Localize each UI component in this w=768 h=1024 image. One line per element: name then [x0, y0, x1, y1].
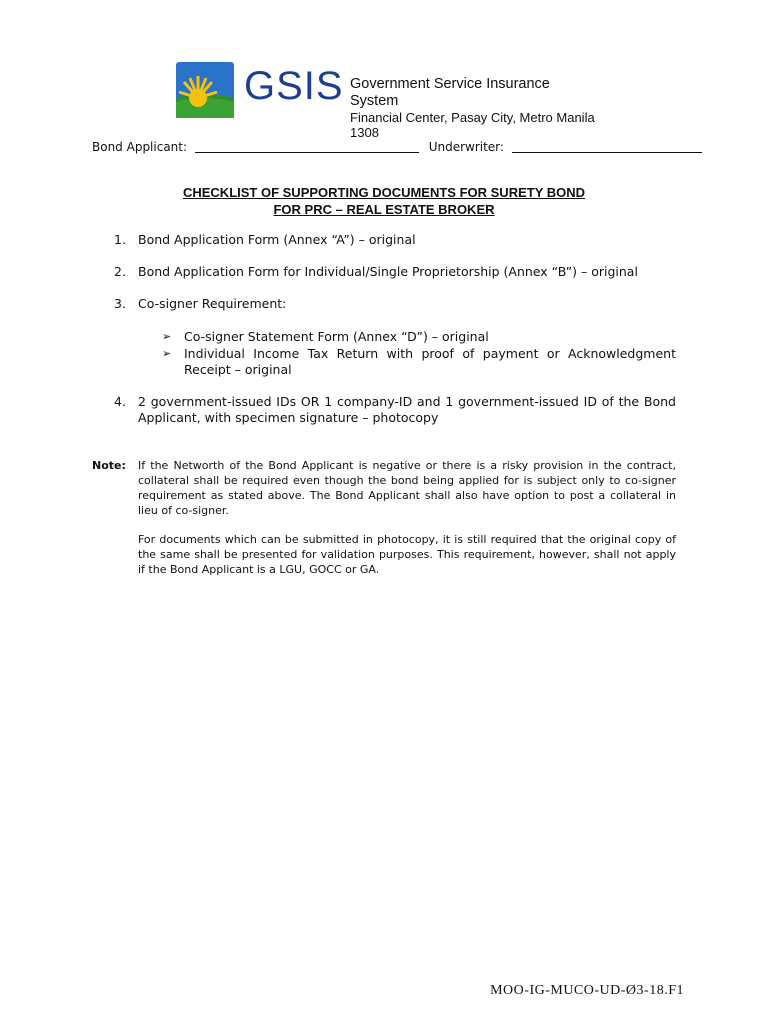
form-code: MOO-IG-MUCO-UD-Ø3-18.F1: [490, 983, 684, 998]
bond-applicant-label: Bond Applicant:: [92, 140, 188, 154]
organization-name: Government Service Insurance System: [350, 76, 550, 109]
underwriter-label: Underwriter:: [428, 140, 504, 154]
document-page: GSIS Government Service Insurance System Financial Center, Pasay City, Metro Manila 1308 Bond Applicant: Underwriter: CHECKLIST OF SUPPORTING DOCUMENTS FOR SURETY BOND FOR PRC – REAL ESTATE BROKER 1. Bond Application Form (Annex “A”) – original 2. Bond Application Form for Individual/Single Proprietorship (Annex “B”) – original 3. Co-signer Requirement: 4. 2 government-issued IDs OR 1 company-ID and 1 government-issued ID of the Bond Applicant, with specimen signature – photocopy ➢ Co-signer Statement Form (Annex “D”) – original ➢ Individual Income Tax Return with proof of payment or Acknowledgment Receipt – original Note: If the Networth of the Bond Applicant is negative or there is a risky provision in the contract, collateral shall be required even though the bond being applied for is subject only to co-signer requirement as stated above. The Bond Applicant shall also have option to post a collateral in lieu of co-signer. For documents which can be submitted in photocopy, it is still required that the original copy of the same shall be presented for validation purposes. This requirement, however, shall not apply if the Bond Applicant is a LGU, GOCC or GA. MOO-IG-MUCO-UD-Ø3-18.F1: [0, 0, 768, 1024]
arrow-bullet-icon: ➢: [162, 330, 172, 343]
applicant-fields: [92, 140, 702, 154]
note-paragraph-2: For documents which can be submitted in photocopy, it is still required that the original copy of the same shall be presented for validation purposes. This requirement, however, shall not apply if the Bond Applicant is a LGU, GOCC or GA.: [138, 533, 676, 576]
title-line-2: FOR PRC – REAL ESTATE BROKER: [273, 202, 495, 217]
title-line-1: CHECKLIST OF SUPPORTING DOCUMENTS FOR SURETY BOND: [182, 185, 586, 200]
bond-applicant-blank[interactable]: [195, 140, 419, 153]
underwriter-blank[interactable]: [512, 140, 702, 153]
checklist-title: [92, 184, 676, 218]
organization-info: [350, 76, 596, 140]
organization-address: Financial Center, Pasay City, Metro Manila 1308: [350, 110, 595, 140]
arrow-bullet-icon: ➢: [162, 347, 172, 360]
gsis-logo-icon: [176, 62, 234, 118]
note-label: Note:: [92, 459, 126, 472]
note-paragraph-1: If the Networth of the Bond Applicant is negative or there is a risky provision in the contract, collateral shall be required even though the bond being applied for is subject only to co-signer requirement as stated above. The Bond Applicant shall also have option to post a collateral in lieu of co-signer.: [138, 459, 676, 517]
brand-name: GSIS: [244, 64, 344, 108]
letterhead: [176, 62, 596, 140]
